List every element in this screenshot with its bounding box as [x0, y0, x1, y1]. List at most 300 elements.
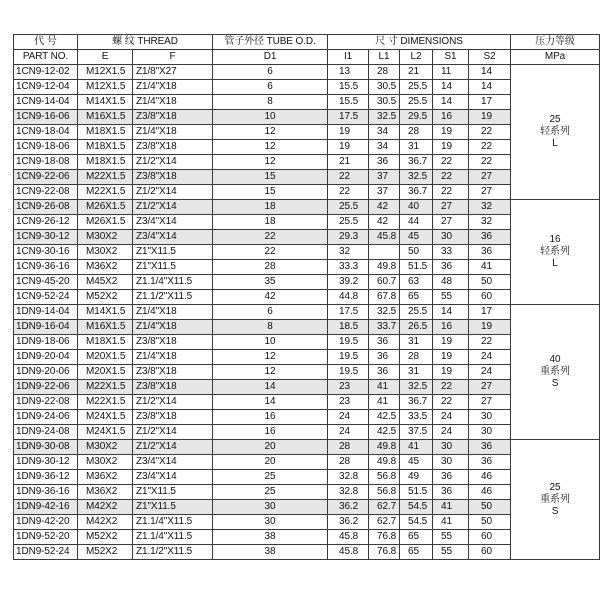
- cell-l2: 29.5: [400, 110, 433, 125]
- cell-e: M36X2: [78, 260, 133, 275]
- cell-s2: 14: [469, 80, 511, 95]
- cell-l1: 28: [369, 65, 400, 80]
- cell-e: M30X2: [78, 230, 133, 245]
- cell-d1: 14: [213, 395, 328, 410]
- cell-s2: 17: [469, 95, 511, 110]
- cell-l1: 36: [369, 335, 400, 350]
- cell-s2: 27: [469, 380, 511, 395]
- cell-i1: 19: [328, 140, 369, 155]
- cell-l2: 28: [400, 125, 433, 140]
- cell-part: 1CN9-18-06: [14, 140, 78, 155]
- pressure-series: 重系列: [540, 493, 570, 505]
- cell-l2: 54.5: [400, 515, 433, 530]
- cell-l2: 36.7: [400, 185, 433, 200]
- cell-i1: 17.5: [328, 305, 369, 320]
- cell-d1: 38: [213, 530, 328, 545]
- cell-part: 1CN9-26-12: [14, 215, 78, 230]
- cell-part: 1CN9-36-16: [14, 260, 78, 275]
- cell-l2: 32.5: [400, 380, 433, 395]
- cell-l1: 42: [369, 215, 400, 230]
- cell-d1: 12: [213, 350, 328, 365]
- cell-e: M45X2: [78, 275, 133, 290]
- cell-d1: 30: [213, 500, 328, 515]
- cell-part: 1CN9-30-12: [14, 230, 78, 245]
- cell-part: 1CN9-22-08: [14, 185, 78, 200]
- pressure-series: 重系列: [540, 366, 570, 377]
- cell-i1: 19.5: [328, 335, 369, 350]
- cell-i1: 39.2: [328, 275, 369, 290]
- cell-e: M16X1.5: [78, 320, 133, 335]
- cell-f: Z1/2"X14: [133, 155, 213, 170]
- cell-f: Z3/8"X18: [133, 335, 213, 350]
- cell-e: M26X1.5: [78, 200, 133, 215]
- cell-l1: 60.7: [369, 275, 400, 290]
- cell-l1: [369, 245, 400, 260]
- cell-d1: 30: [213, 515, 328, 530]
- cell-e: M16X1.5: [78, 110, 133, 125]
- header-col-s2: S2: [469, 50, 511, 65]
- cell-e: M30X2: [78, 245, 133, 260]
- cell-s1: 48: [433, 275, 469, 290]
- cell-s1: 33: [433, 245, 469, 260]
- cell-l1: 32.5: [369, 305, 400, 320]
- cell-l1: 36: [369, 365, 400, 380]
- cell-l1: 32.5: [369, 110, 400, 125]
- cell-f: Z1/2"X14: [133, 185, 213, 200]
- cell-l2: 45: [400, 230, 433, 245]
- cell-s2: 19: [469, 110, 511, 125]
- cell-d1: 18: [213, 200, 328, 215]
- cell-l2: 40: [400, 200, 433, 215]
- cell-i1: 21: [328, 155, 369, 170]
- cell-f: Z3/8"X18: [133, 170, 213, 185]
- cell-d1: 12: [213, 155, 328, 170]
- cell-e: M18X1.5: [78, 140, 133, 155]
- cell-d1: 20: [213, 455, 328, 470]
- cell-d1: 42: [213, 290, 328, 305]
- cell-d1: 25: [213, 470, 328, 485]
- cell-l2: 36.7: [400, 155, 433, 170]
- cell-i1: 24: [328, 410, 369, 425]
- cell-part: 1DN9-42-16: [14, 500, 78, 515]
- cell-d1: 20: [213, 440, 328, 455]
- cell-l2: 63: [400, 275, 433, 290]
- cell-i1: 28: [328, 455, 369, 470]
- cell-d1: 22: [213, 245, 328, 260]
- header-col-e: E: [78, 50, 133, 65]
- cell-s2: 24: [469, 365, 511, 380]
- cell-s1: 36: [433, 470, 469, 485]
- cell-l2: 36.7: [400, 395, 433, 410]
- header-part-en: PART NO.: [14, 50, 78, 65]
- cell-f: Z3/4"X14: [133, 470, 213, 485]
- cell-d1: 6: [213, 80, 328, 95]
- cell-s1: 14: [433, 95, 469, 110]
- cell-s2: 22: [469, 125, 511, 140]
- header-thread: 螺 纹 THREAD: [78, 35, 213, 50]
- cell-f: Z1"X11.5: [133, 485, 213, 500]
- cell-l1: 76.8: [369, 545, 400, 560]
- cell-s2: 32: [469, 200, 511, 215]
- pressure-group: [511, 200, 600, 305]
- cell-f: Z1.1/4"X11.5: [133, 515, 213, 530]
- cell-l1: 30.5: [369, 80, 400, 95]
- cell-l1: 41: [369, 380, 400, 395]
- cell-l2: 25.5: [400, 95, 433, 110]
- cell-f: Z1/4"X18: [133, 320, 213, 335]
- fitting-spec-table: [13, 34, 600, 560]
- cell-e: M12X1.5: [78, 80, 133, 95]
- pressure-group: [511, 440, 600, 560]
- cell-s2: 27: [469, 170, 511, 185]
- table-row: [14, 305, 600, 320]
- cell-part: 1CN9-16-06: [14, 110, 78, 125]
- pressure-code: S: [551, 505, 559, 517]
- cell-s2: 46: [469, 470, 511, 485]
- cell-part: 1CN9-14-04: [14, 95, 78, 110]
- cell-i1: 32.8: [328, 470, 369, 485]
- cell-l2: 31: [400, 140, 433, 155]
- cell-s1: 24: [433, 410, 469, 425]
- cell-i1: 36.2: [328, 515, 369, 530]
- cell-e: M24X1.5: [78, 425, 133, 440]
- header-tube-od: 管子外径 TUBE O.D.: [213, 35, 328, 50]
- cell-s1: 30: [433, 455, 469, 470]
- cell-l2: 45: [400, 455, 433, 470]
- cell-s1: 27: [433, 215, 469, 230]
- cell-l1: 56.8: [369, 470, 400, 485]
- cell-s2: 14: [469, 65, 511, 80]
- cell-e: M18X1.5: [78, 335, 133, 350]
- cell-s1: 22: [433, 170, 469, 185]
- cell-e: M22X1.5: [78, 170, 133, 185]
- cell-d1: 15: [213, 185, 328, 200]
- cell-l2: 26.5: [400, 320, 433, 335]
- cell-s2: 22: [469, 140, 511, 155]
- cell-e: M12X1.5: [78, 65, 133, 80]
- cell-d1: 22: [213, 230, 328, 245]
- cell-s2: 60: [469, 290, 511, 305]
- cell-f: Z1/2"X14: [133, 395, 213, 410]
- cell-l1: 42: [369, 200, 400, 215]
- cell-s2: 41: [469, 260, 511, 275]
- cell-s2: 32: [469, 215, 511, 230]
- cell-l1: 49.8: [369, 260, 400, 275]
- cell-i1: 15.5: [328, 80, 369, 95]
- cell-s1: 22: [433, 155, 469, 170]
- cell-part: 1DN9-20-04: [14, 350, 78, 365]
- cell-l2: 51.5: [400, 485, 433, 500]
- cell-e: M22X1.5: [78, 395, 133, 410]
- cell-s1: 36: [433, 485, 469, 500]
- cell-l2: 25.5: [400, 80, 433, 95]
- cell-l1: 41: [369, 395, 400, 410]
- cell-part: 1DN9-24-08: [14, 425, 78, 440]
- cell-d1: 16: [213, 425, 328, 440]
- cell-part: 1DN9-18-06: [14, 335, 78, 350]
- cell-i1: 24: [328, 425, 369, 440]
- cell-part: 1DN9-30-12: [14, 455, 78, 470]
- cell-i1: 32: [328, 245, 369, 260]
- cell-part: 1DN9-36-16: [14, 485, 78, 500]
- cell-l2: 28: [400, 350, 433, 365]
- cell-l2: 25.5: [400, 305, 433, 320]
- header-row-2: [14, 50, 600, 65]
- cell-e: M26X1.5: [78, 215, 133, 230]
- cell-l1: 37: [369, 185, 400, 200]
- cell-l1: 34: [369, 125, 400, 140]
- pressure-mpa: 25: [549, 481, 561, 493]
- cell-l2: 54.5: [400, 500, 433, 515]
- cell-l1: 45.8: [369, 230, 400, 245]
- cell-l1: 42.5: [369, 425, 400, 440]
- header-col-l2: L2: [400, 50, 433, 65]
- cell-s1: 30: [433, 230, 469, 245]
- cell-e: M18X1.5: [78, 125, 133, 140]
- cell-d1: 38: [213, 545, 328, 560]
- cell-l2: 49: [400, 470, 433, 485]
- cell-e: M22X1.5: [78, 185, 133, 200]
- cell-d1: 16: [213, 410, 328, 425]
- cell-part: 1DN9-30-08: [14, 440, 78, 455]
- cell-i1: 23: [328, 380, 369, 395]
- cell-l1: 62.7: [369, 500, 400, 515]
- cell-l2: 65: [400, 530, 433, 545]
- cell-f: Z3/4"X14: [133, 455, 213, 470]
- cell-e: M52X2: [78, 530, 133, 545]
- cell-l2: 21: [400, 65, 433, 80]
- cell-part: 1CN9-12-04: [14, 80, 78, 95]
- cell-i1: 18.5: [328, 320, 369, 335]
- cell-f: Z3/8"X18: [133, 110, 213, 125]
- cell-s2: 36: [469, 230, 511, 245]
- cell-i1: 28: [328, 440, 369, 455]
- cell-l1: 42.5: [369, 410, 400, 425]
- cell-s1: 16: [433, 320, 469, 335]
- cell-s2: 30: [469, 425, 511, 440]
- cell-s1: 22: [433, 380, 469, 395]
- cell-e: M22X1.5: [78, 380, 133, 395]
- cell-i1: 45.8: [328, 545, 369, 560]
- cell-f: Z3/8"X18: [133, 380, 213, 395]
- cell-part: 1CN9-30-16: [14, 245, 78, 260]
- cell-f: Z1/2"X14: [133, 425, 213, 440]
- cell-e: M36X2: [78, 485, 133, 500]
- cell-e: M24X1.5: [78, 410, 133, 425]
- cell-f: Z1.1/2"X11.5: [133, 290, 213, 305]
- header-pressure-cn: 压力等级: [511, 35, 600, 50]
- cell-l1: 33.7: [369, 320, 400, 335]
- cell-f: Z1"X11.5: [133, 500, 213, 515]
- table-row: [14, 200, 600, 215]
- table-row: [14, 65, 600, 80]
- cell-s2: 27: [469, 395, 511, 410]
- pressure-group: [511, 305, 600, 440]
- cell-l2: 31: [400, 365, 433, 380]
- cell-s2: 36: [469, 245, 511, 260]
- cell-d1: 10: [213, 335, 328, 350]
- cell-s1: 19: [433, 335, 469, 350]
- cell-l2: 65: [400, 290, 433, 305]
- cell-s1: 24: [433, 425, 469, 440]
- cell-part: 1CN9-45-20: [14, 275, 78, 290]
- cell-s2: 27: [469, 185, 511, 200]
- cell-s2: 60: [469, 545, 511, 560]
- cell-s2: 22: [469, 335, 511, 350]
- cell-s2: 22: [469, 155, 511, 170]
- cell-d1: 14: [213, 380, 328, 395]
- cell-i1: 33.3: [328, 260, 369, 275]
- cell-s1: 55: [433, 530, 469, 545]
- cell-i1: 44.8: [328, 290, 369, 305]
- pressure-code: S: [551, 378, 559, 389]
- cell-d1: 35: [213, 275, 328, 290]
- pressure-series: 轻系列: [540, 246, 570, 257]
- cell-s2: 36: [469, 455, 511, 470]
- cell-l1: 56.8: [369, 485, 400, 500]
- cell-part: 1DN9-22-06: [14, 380, 78, 395]
- cell-s2: 60: [469, 530, 511, 545]
- cell-l1: 34: [369, 140, 400, 155]
- cell-d1: 28: [213, 260, 328, 275]
- cell-l2: 51.5: [400, 260, 433, 275]
- cell-f: Z3/8"X18: [133, 410, 213, 425]
- cell-d1: 10: [213, 110, 328, 125]
- cell-f: Z1/4"X18: [133, 350, 213, 365]
- cell-d1: 12: [213, 365, 328, 380]
- cell-l1: 49.8: [369, 440, 400, 455]
- cell-i1: 19.5: [328, 350, 369, 365]
- cell-s2: 50: [469, 515, 511, 530]
- pressure-series: 轻系列: [540, 126, 570, 137]
- cell-part: 1CN9-22-06: [14, 170, 78, 185]
- cell-f: Z1.1/2"X11.5: [133, 545, 213, 560]
- pressure-mpa: 16: [549, 234, 561, 245]
- cell-part: 1DN9-52-20: [14, 530, 78, 545]
- cell-f: Z3/4"X14: [133, 215, 213, 230]
- pressure-code: L: [552, 258, 558, 269]
- cell-l2: 33.5: [400, 410, 433, 425]
- cell-l1: 36: [369, 155, 400, 170]
- cell-e: M30X2: [78, 455, 133, 470]
- cell-d1: 12: [213, 140, 328, 155]
- header-dimensions: 尺 寸 DIMENSIONS: [328, 35, 511, 50]
- header-col-l1: L1: [369, 50, 400, 65]
- cell-e: M20X1.5: [78, 365, 133, 380]
- cell-e: M42X2: [78, 515, 133, 530]
- cell-part: 1DN9-22-08: [14, 395, 78, 410]
- cell-s1: 27: [433, 200, 469, 215]
- cell-d1: 8: [213, 320, 328, 335]
- cell-s2: 50: [469, 500, 511, 515]
- cell-e: M52X2: [78, 290, 133, 305]
- pressure-mpa: 40: [549, 354, 561, 365]
- cell-i1: 25.5: [328, 215, 369, 230]
- cell-s1: 41: [433, 515, 469, 530]
- cell-l1: 76.8: [369, 530, 400, 545]
- table-row: [14, 440, 600, 455]
- cell-part: 1DN9-52-24: [14, 545, 78, 560]
- cell-l2: 44: [400, 215, 433, 230]
- header-part-cn: 代 号: [14, 35, 78, 50]
- cell-l2: 31: [400, 335, 433, 350]
- cell-l1: 36: [369, 350, 400, 365]
- cell-d1: 15: [213, 170, 328, 185]
- cell-s1: 30: [433, 440, 469, 455]
- cell-s2: 46: [469, 485, 511, 500]
- cell-s1: 14: [433, 80, 469, 95]
- cell-s2: 17: [469, 305, 511, 320]
- cell-i1: 23: [328, 395, 369, 410]
- pressure-code: L: [552, 138, 558, 149]
- header-col-s1: S1: [433, 50, 469, 65]
- cell-f: Z1.1/4"X11.5: [133, 530, 213, 545]
- cell-s1: 19: [433, 365, 469, 380]
- cell-l1: 62.7: [369, 515, 400, 530]
- header-pressure-unit: MPa: [511, 50, 600, 65]
- cell-d1: 6: [213, 305, 328, 320]
- cell-f: Z1.1/4"X11.5: [133, 275, 213, 290]
- cell-s1: 41: [433, 500, 469, 515]
- cell-part: 1DN9-24-06: [14, 410, 78, 425]
- cell-s1: 19: [433, 125, 469, 140]
- cell-i1: 45.8: [328, 530, 369, 545]
- cell-s1: 22: [433, 185, 469, 200]
- cell-f: Z1/4"X18: [133, 125, 213, 140]
- cell-f: Z1/4"X18: [133, 95, 213, 110]
- cell-part: 1DN9-36-12: [14, 470, 78, 485]
- cell-part: 1CN9-18-08: [14, 155, 78, 170]
- pressure-mpa: 25: [549, 114, 561, 125]
- cell-e: M36X2: [78, 470, 133, 485]
- cell-s1: 19: [433, 350, 469, 365]
- cell-i1: 32.8: [328, 485, 369, 500]
- header-col-d1: D1: [213, 50, 328, 65]
- header-col-i1: I1: [328, 50, 369, 65]
- cell-e: M52X2: [78, 545, 133, 560]
- cell-e: M18X1.5: [78, 155, 133, 170]
- cell-f: Z1/8"X27: [133, 65, 213, 80]
- cell-part: 1CN9-12-02: [14, 65, 78, 80]
- cell-l1: 67.8: [369, 290, 400, 305]
- cell-l1: 30.5: [369, 95, 400, 110]
- cell-f: Z1/2"X14: [133, 200, 213, 215]
- cell-e: M14X1.5: [78, 305, 133, 320]
- cell-l2: 41: [400, 440, 433, 455]
- cell-part: 1DN9-16-04: [14, 320, 78, 335]
- cell-s2: 19: [469, 320, 511, 335]
- cell-s2: 36: [469, 440, 511, 455]
- cell-i1: 22: [328, 170, 369, 185]
- cell-s1: 16: [433, 110, 469, 125]
- cell-part: 1CN9-26-08: [14, 200, 78, 215]
- cell-e: M30X2: [78, 440, 133, 455]
- cell-f: Z3/8"X18: [133, 140, 213, 155]
- cell-e: M20X1.5: [78, 350, 133, 365]
- cell-part: 1DN9-14-04: [14, 305, 78, 320]
- cell-d1: 18: [213, 215, 328, 230]
- cell-s1: 55: [433, 545, 469, 560]
- cell-l1: 49.8: [369, 455, 400, 470]
- cell-s1: 36: [433, 260, 469, 275]
- cell-i1: 29.3: [328, 230, 369, 245]
- cell-s2: 50: [469, 275, 511, 290]
- cell-f: Z3/8"X18: [133, 365, 213, 380]
- cell-l2: 37.5: [400, 425, 433, 440]
- cell-f: Z1/2"X14: [133, 440, 213, 455]
- pressure-group: [511, 65, 600, 200]
- cell-s1: 11: [433, 65, 469, 80]
